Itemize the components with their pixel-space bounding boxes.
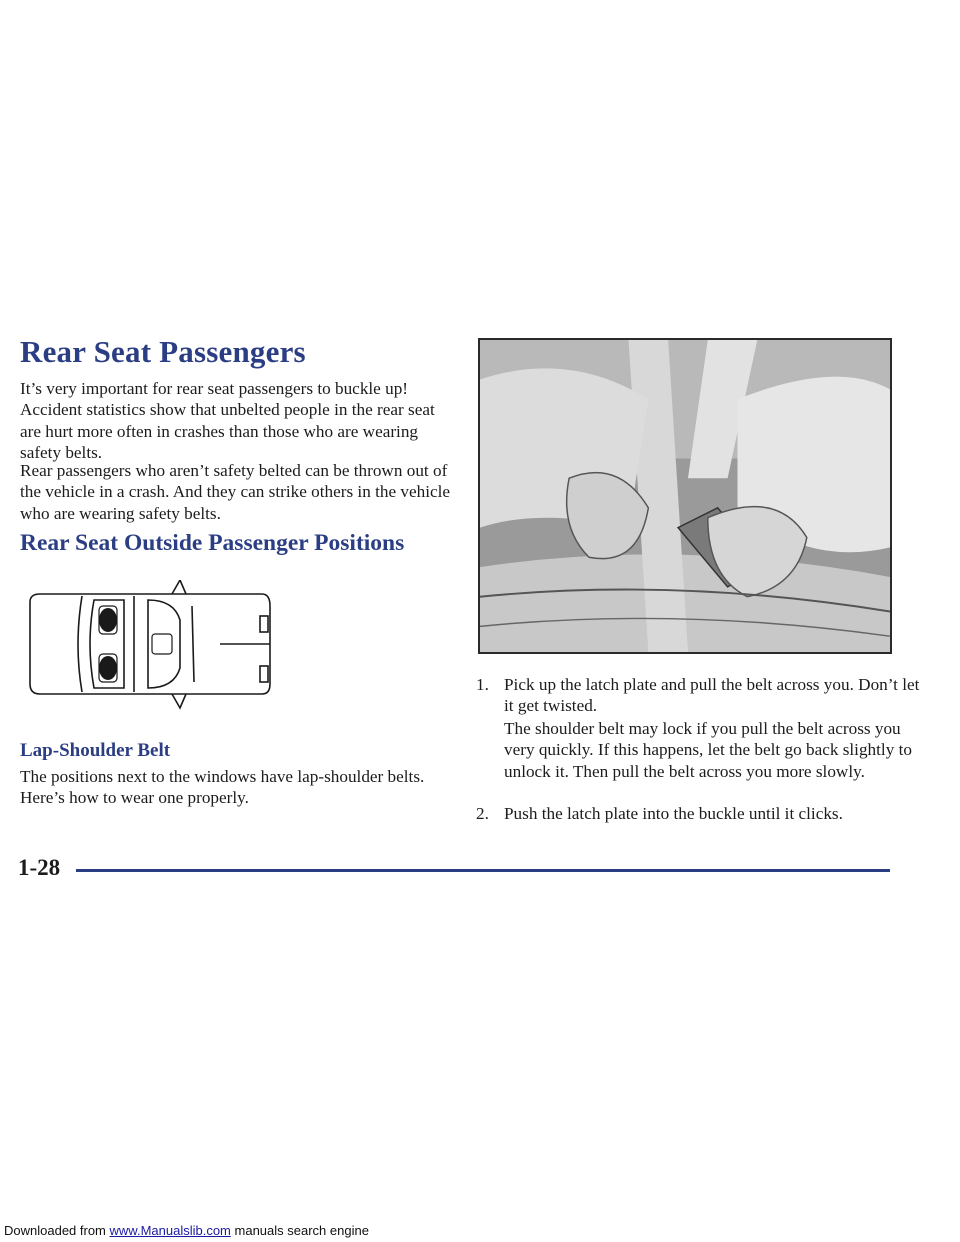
step-number: 2. (476, 804, 489, 823)
step-number: 1. (476, 675, 489, 694)
step-text: Push the latch plate into the buckle until it clicks. (504, 804, 843, 823)
warning-paragraph: Rear passengers who aren’t safety belted can be thrown out of the vehicle in a crash. And they can strike others in the vehicle who are wearing safety belts. (20, 461, 451, 523)
lap-shoulder-belt-title: Lap-Shoulder Belt (20, 740, 171, 761)
footer-suffix: manuals search engine (234, 1223, 369, 1238)
manualslib-link[interactable]: www.Manualslib.com (109, 1223, 231, 1238)
step-1-note: The shoulder belt may lock if you pull the belt across you very quickly. If this happens, let the belt go back slightly to unlock it. Then pull the belt across you more slowly. (504, 719, 912, 781)
subsection-title: Rear Seat Outside Passenger Positions (20, 530, 405, 556)
vehicle-top-view-diagram (24, 580, 284, 710)
seat-belt-illustration (478, 338, 892, 654)
footer-rule (76, 869, 890, 872)
step-text: Pick up the latch plate and pull the belt across you. Don’t let it get twisted. (504, 675, 920, 716)
footer-prefix: Downloaded from (4, 1223, 106, 1238)
page-number: 1-28 (18, 855, 61, 880)
page-title: Rear Seat Passengers (20, 334, 306, 369)
intro-paragraph: It’s very important for rear seat passengers to buckle up! Accident statistics show that unbelted people in the rear seat are hurt more often in crashes than those who are wearing safety belts. (20, 379, 435, 462)
download-footer (0, 1223, 960, 1238)
lap-shoulder-text: The positions next to the windows have lap-shoulder belts. Here’s how to wear one properly. (20, 767, 425, 808)
